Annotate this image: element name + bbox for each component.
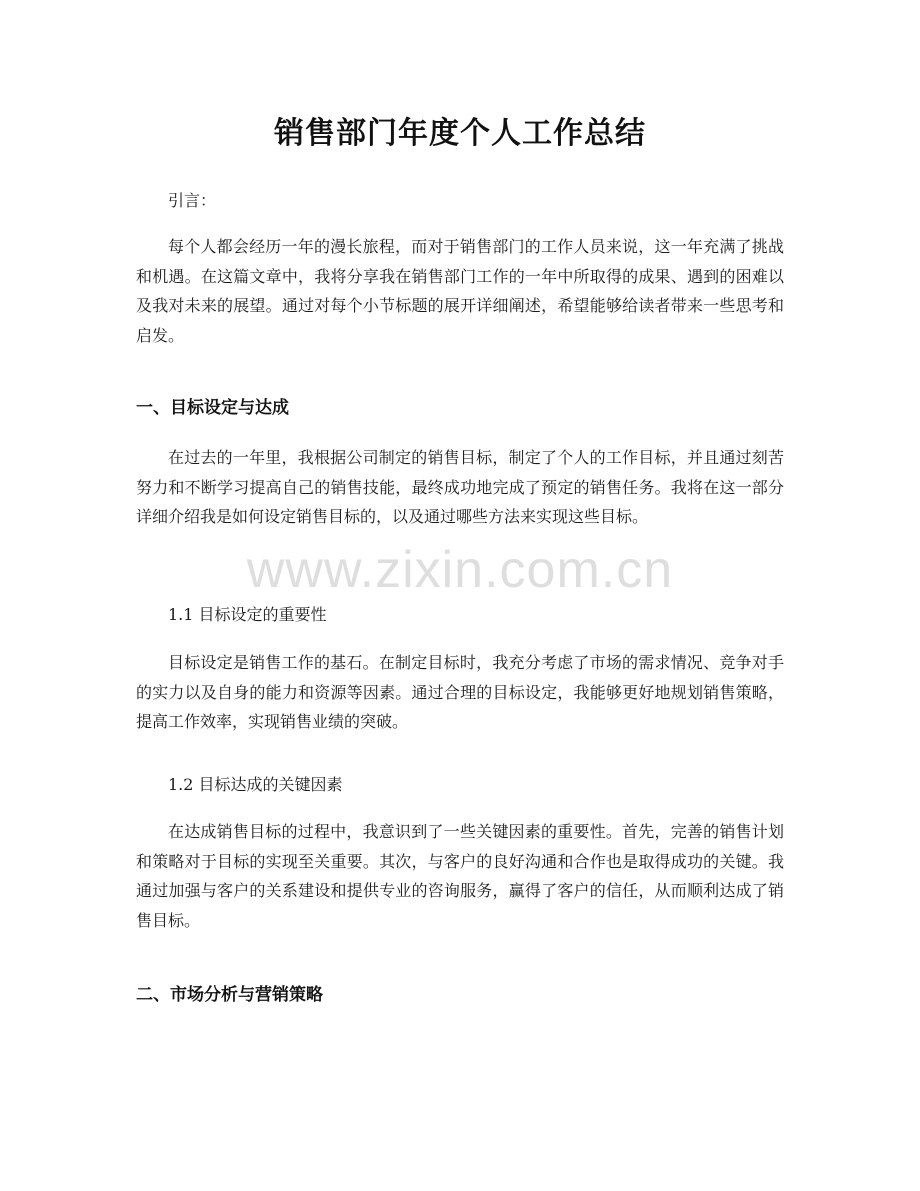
subsection-1-1-paragraph: 目标设定是销售工作的基石。在制定目标时，我充分考虑了市场的需求情况、竞争对手的实力以及自身的能力和资源等因素。通过合理的目标设定，我能够更好地规划销售策略，提高工作效率，实现销售业绩的突破。 [136,653,784,731]
subsection-1-2-paragraph: 在达成销售目标的过程中，我意识到了一些关键因素的重要性。首先，完善的销售计划和策略对于目标的实现至关重要。其次，与客户的良好沟通和合作也是取得成功的关键。我通过加强与客户的关系建设和提供专业的咨询服务，赢得了客户的信任，从而顺利达成了销售目标。 [136,822,784,930]
intro-paragraph: 每个人都会经历一年的漫长旅程，而对于销售部门的工作人员来说，这一年充满了挑战和机遇。在这篇文章中，我将分享我在销售部门工作的一年中所取得的成果、遇到的困难以及我对未来的展望。通过对每个小节标题的展开详细阐述，希望能够给读者带来一些思考和启发。 [136,237,784,345]
subsection-1-2-heading: 1.2 目标达成的关键因素 [168,775,343,794]
section1-heading: 一、目标设定与达成 [136,398,289,418]
section1-paragraph: 在过去的一年里，我根据公司制定的销售目标，制定了个人的工作目标，并且通过刻苦努力和不断学习提高自己的销售技能，最终成功地完成了预定的销售任务。我将在这一部分详细介绍我是如何设定销售目标的，以及通过哪些方法来实现这些目标。 [136,448,784,526]
section2-heading: 二、市场分析与营销策略 [136,985,323,1005]
watermark: www.zixin.com.cn [246,541,674,599]
intro-label: 引言： [168,191,217,210]
subsection-1-1-heading: 1.1 目标设定的重要性 [168,605,327,624]
document-title: 销售部门年度个人工作总结 [274,116,646,151]
